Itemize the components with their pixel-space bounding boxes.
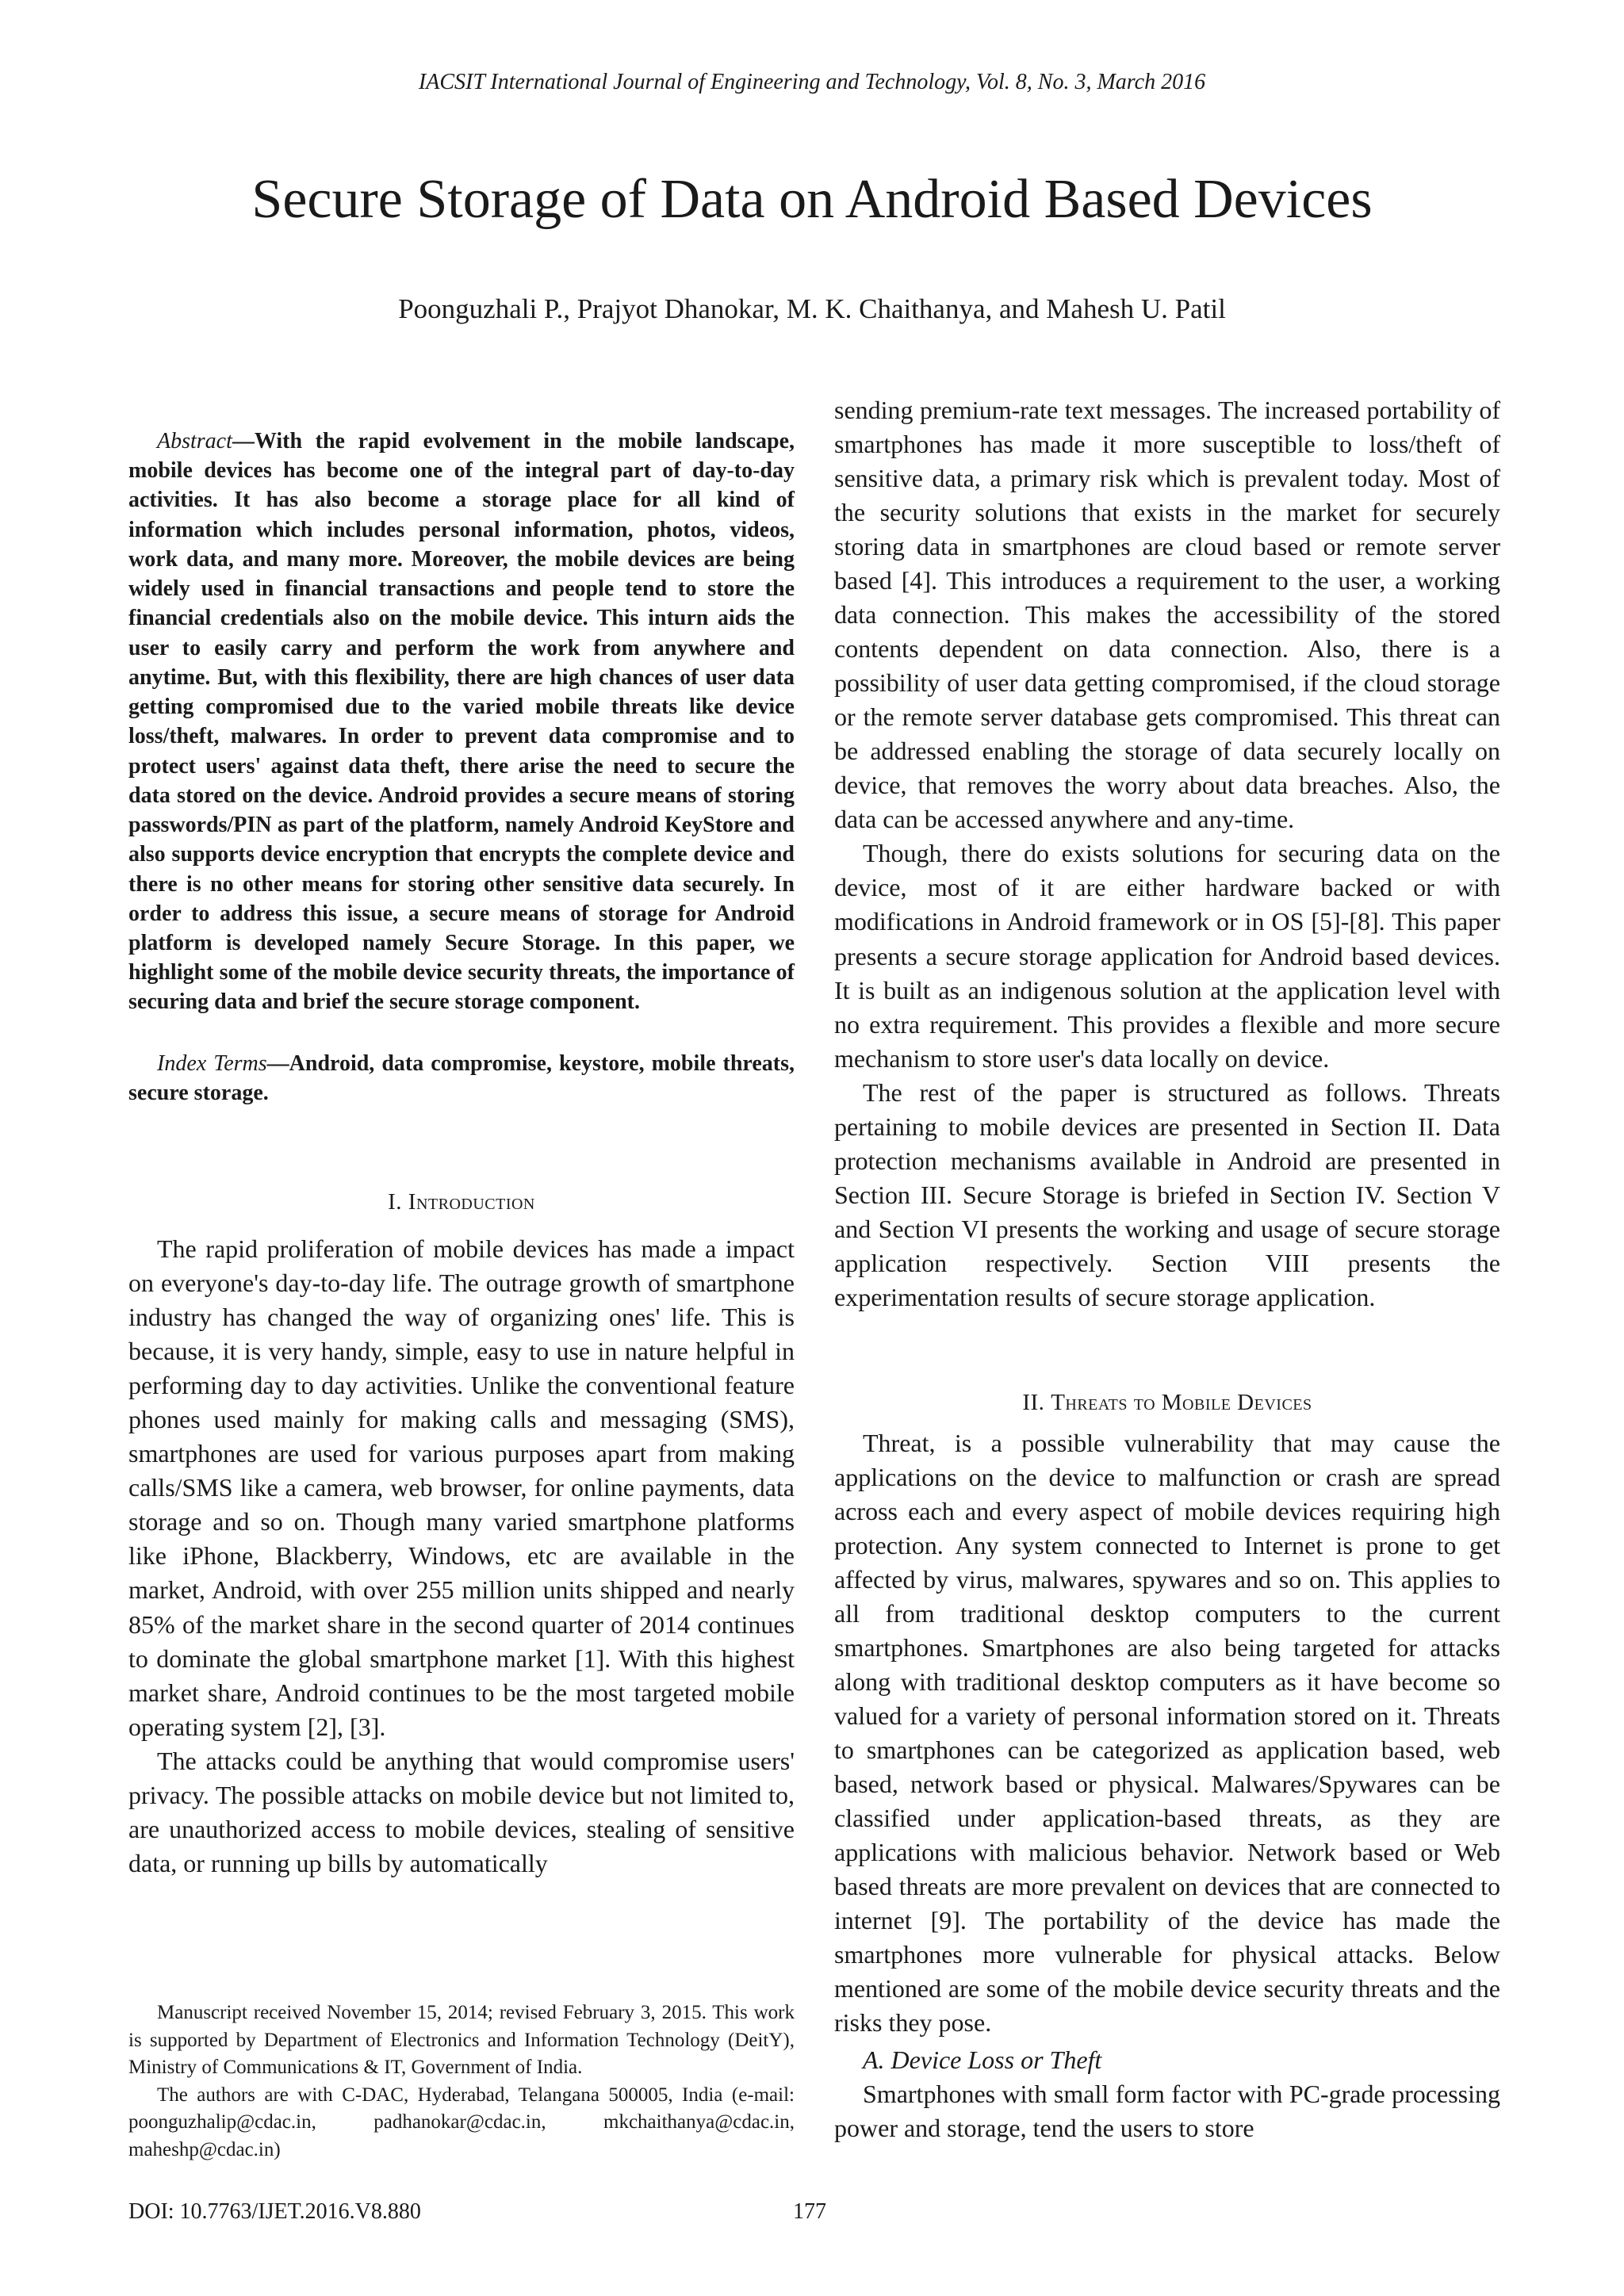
intro-paragraph-2: The attacks could be anything that would compromise users' privacy. The possible attacks on mobile device but not limited to, are unauthorized access to mobile devices, stealing of sensitive data, or running up bills by automatically [128,1746,795,1877]
section-number: II. [1022,1389,1051,1415]
intro-paragraph-3: Though, there do exists solutions for securing data on the device, most of it are either hardware backed or with modifications in Android framework or in OS [5]-[8]. This paper presents a secure storage application for Android based devices. It is built as an indigenous solution at the application level with no extra requirement. This provides a flexible and more secure mechanism to store user's data locally on device. [834,839,1500,1073]
doi: DOI: 10.7763/IJET.2016.V8.880 [128,2199,421,2224]
paper-title: Secure Storage of Data on Android Based Devices [251,169,1373,230]
threats-paragraph: Threat, is a possible vulnerability that may cause the applications on the device to malfunction or crash are spread across each and every aspect of mobile devices requiring high protection. Any system connected to Internet is prone to get affected by virus, malwares, spywares and so on. This applies to all from traditional desktop computers to the current smartphones. Smartphones are also being targeted for attacks along with traditional desktop computers as it have become so valued for a variety of personal information stored on it. Threats to smartphones can be categorized as application based, web based, network based or physical. Malwares/Spywares can be classified under application-based threats, as they are applications with malicious behavior. Network based or Web based threats are more prevalent on devices that are connected to internet [9]. The portability of the device has made the smartphones more vulnerable for physical attacks. Below mentioned are some of the mobile device security threats and the risks they pose. [834,1428,1500,2038]
abstract [128,427,795,1017]
index-terms-text: —Android, data compromise, keystore, mobile threats, secure storage. [128,1050,795,1105]
journal-header: IACSIT International Journal of Engineering and Technology, Vol. 8, No. 3, March 2016 [418,70,1206,94]
index-terms [128,1049,795,1108]
footnote-affiliation: The authors are with C-DAC, Hyderabad, Telangana 500005, India (e-mail: poonguzhalip@cdac.in, padhanokar@cdac.in, mkchaithanya@cdac.in, maheshp@cdac.in) [128,2084,795,2160]
abstract-text: —With the rapid evolvement in the mobile landscape, mobile devices has become one of the integral part of day-to-day activities. It has also become a storage place for all kind of information which includes personal information, photos, videos, work data, and many more. Moreover, the mobile devices are being widely used in financial transactions and people tend to store the financial credentials also on the mobile device. This inturn aids the user to easily carry and perform the work from anywhere and anytime. But, with this flexibility, there are high chances of user data getting compromised due to the varied mobile threats like device loss/theft, malwares. In order to prevent data compromise and to protect users' against data theft, there arise the need to secure the data stored on the device. Android provides a secure means of storing passwords/PIN as part of the platform, namely Android KeyStore and also supports device encryption that encrypts the complete device and there is no other means for storing other sensitive data securely. In order to address this issue, a secure means of storage for Android platform is developed namely Secure Storage. In this paper, we highlight some of the mobile device security threats, the importance of securing data and brief the secure storage component. [128,429,795,1015]
section-title: Introduction [408,1189,535,1215]
intro-paragraph-1: The rapid proliferation of mobile devices has made a impact on everyone's day-to-day life. The outrage growth of smartphone industry has changed the way of organizing ones' life. This is because, it is very handy, simple, easy to use in nature helpful in performing day to day activities. Unlike the conventional feature phones used mainly for making calls and messaging (SMS), smartphones are used for various purposes apart from making calls/SMS like a camera, web browser, for online payments, data storage and so on. Though many varied smartphone platforms like iPhone, Blackberry, Windows, etc are available in the market, Android, with over 255 million units shipped and nearly 85% of the market share in the second quarter of 2014 continues to dominate the global smartphone market [1]. With this highest market share, Android continues to be the most targeted mobile operating system [2], [3]. [128,1234,795,1741]
footnote [128,1999,795,2164]
abstract-label: Abstract [157,429,232,453]
section-title: Threats to Mobile Devices [1051,1389,1312,1415]
section-number: I. [388,1189,408,1215]
subsection-heading-device-loss: A. Device Loss or Theft [863,2045,1102,2075]
device-loss-paragraph: Smartphones with small form factor with PC-grade processing power and storage, tend the users to store [834,2080,1500,2143]
section-heading-threats [834,1387,1500,1418]
footnote-received: Manuscript received November 15, 2014; revised February 3, 2015. This work is supported by Department of Electronics and Information Technology (DeitY), Ministry of Communications & IT, Government of India. [128,2002,795,2078]
author-list: Poonguzhali P., Prajyot Dhanokar, M. K. Chaithanya, and Mahesh U. Patil [398,293,1226,324]
intro-paragraph-4: The rest of the paper is structured as follows. Threats pertaining to mobile devices are presented in Section II. Data protection mechanisms available in Android are presented in Section III. Secure Storage is briefed in Section IV. Section V and Section VI presents the working and usage of secure storage application respectively. Section VIII presents the experimentation results of secure storage application. [834,1077,1500,1311]
index-terms-label: Index Terms [157,1050,267,1076]
intro-continuation-paragraph: sending premium-rate text messages. The increased portability of smartphones has made it more susceptible to loss/theft of sensitive data, a primary risk which is prevalent today. Most of the security solutions that exists in the market for securely storing data in smartphones are cloud based or remote server based [4]. This introduces a requirement to the user, a working data connection. This makes the accessibility of the stored contents dependent on data connection. Also, there is a possibility of user data getting compromised, if the cloud storage or the remote server database gets compromised. This threat can be addressed enabling the storage of data securely locally on device, that removes the worry about data breaches. Also, the data can be accessed anywhere and any-time. [834,396,1500,834]
section-heading-introduction [128,1187,795,1218]
page-number: 177 [793,2199,826,2224]
right-column [834,393,1500,2146]
left-column [128,427,795,1881]
